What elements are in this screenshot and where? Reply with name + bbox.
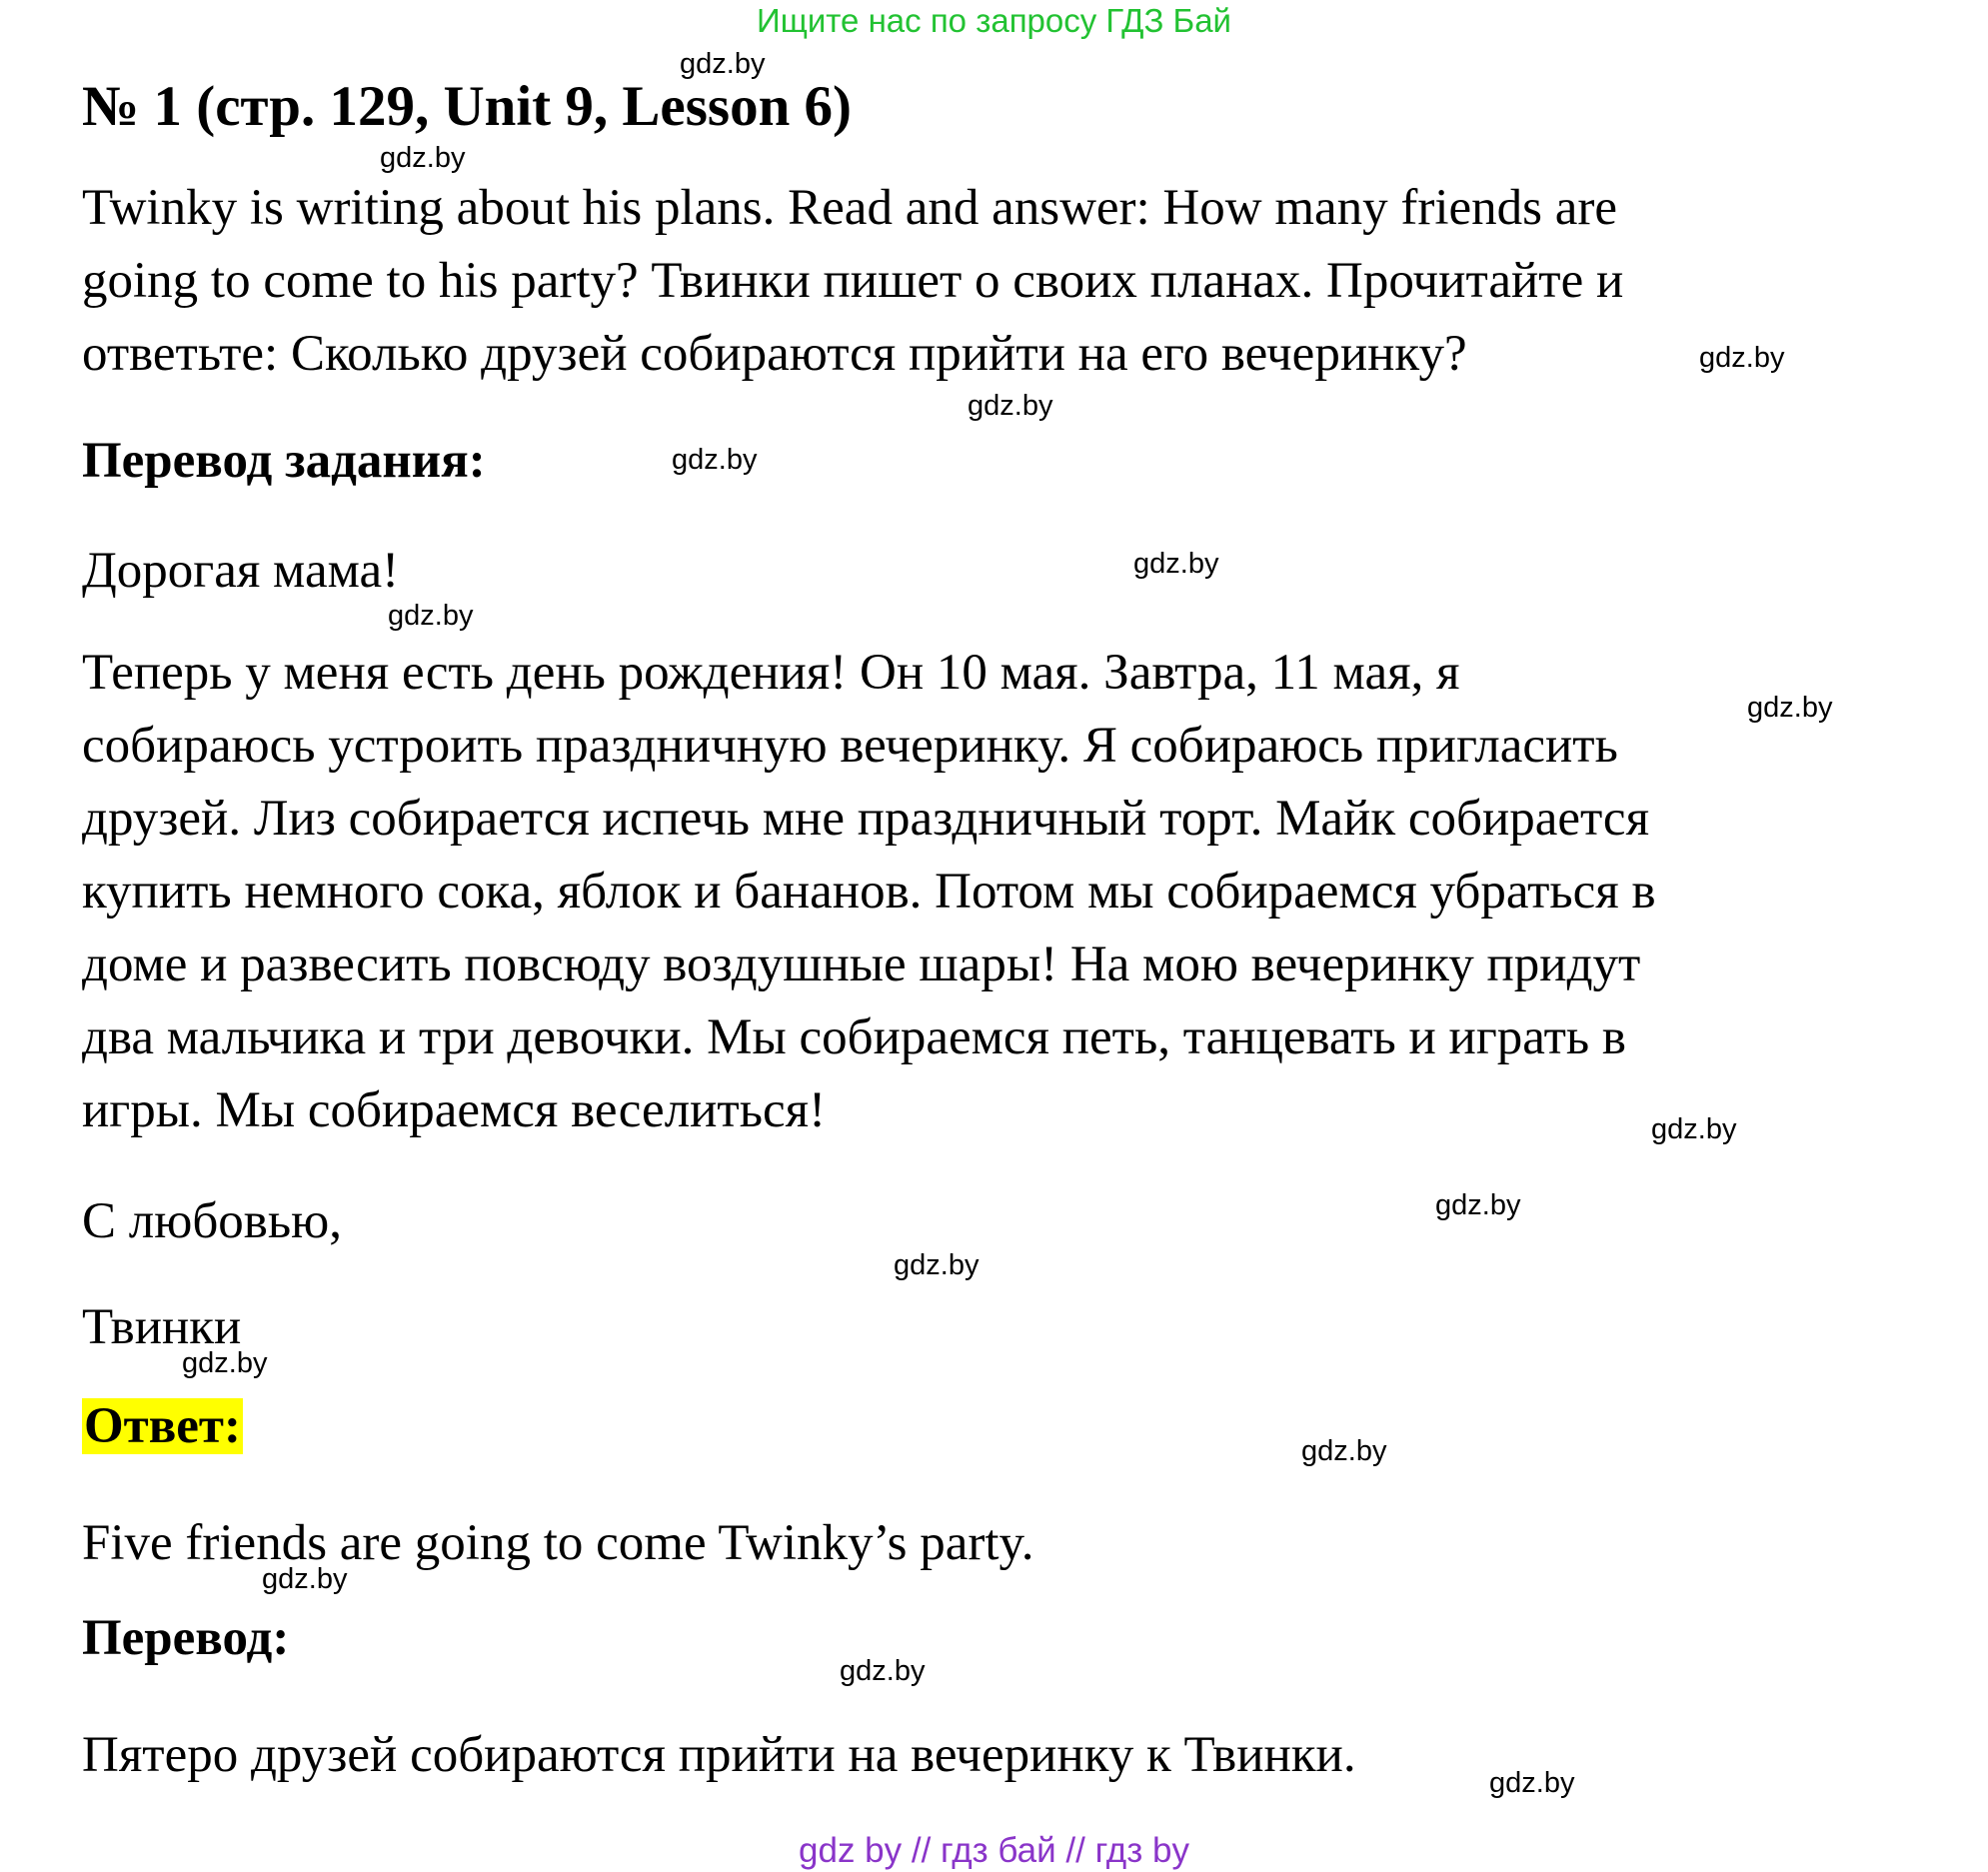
watermark: gdz.by <box>1699 342 1785 374</box>
letter-body <box>82 637 1656 1147</box>
answer-highlight: Ответ: <box>84 1398 241 1454</box>
answer-translation-heading: Перевод: <box>82 1610 290 1666</box>
watermark: gdz.by <box>1435 1189 1521 1221</box>
letter-line: собираюсь устроить праздничную вечеринку. Я собираюсь пригласить <box>82 718 1618 774</box>
watermark: gdz.by <box>968 390 1053 422</box>
watermark: gdz.by <box>262 1563 348 1595</box>
translation-heading: Перевод задания: <box>82 433 486 489</box>
task-line: going to come to his party? Твинки пишет о своих планах. Прочитайте и <box>82 253 1624 309</box>
watermark: gdz.by <box>388 600 474 632</box>
letter-line: два мальчика и три девочки. Мы собираемся петь, танцевать и играть в <box>82 1009 1626 1065</box>
answer-translation: Пятеро друзей собираются прийти на вечеринку к Твинки. <box>82 1727 1356 1783</box>
letter-line: купить немного сока, яблок и бананов. Потом мы собираемся убраться в <box>82 864 1656 920</box>
answer-heading <box>82 1397 243 1455</box>
footer-links: gdz by // гдз бай // гдз by <box>799 1831 1189 1870</box>
watermark: gdz.by <box>894 1249 980 1281</box>
letter-line: друзей. Лиз собирается испечь мне праздничный торт. Майк собирается <box>82 791 1650 847</box>
task-text <box>82 172 1623 391</box>
watermark: gdz.by <box>1651 1113 1737 1145</box>
page-title: № 1 (стр. 129, Unit 9, Lesson 6) <box>82 75 853 138</box>
task-line: ответьте: Сколько друзей собираются прийти на его вечеринку? <box>82 326 1467 382</box>
watermark: gdz.by <box>680 48 766 80</box>
letter-greeting: Дорогая мама! <box>82 543 400 599</box>
answer-text: Five friends are going to come Twinky’s party. <box>82 1515 1034 1571</box>
watermark: gdz.by <box>1747 692 1833 724</box>
top-banner: Ищите нас по запросу ГДЗ Бай <box>757 2 1231 39</box>
watermark: gdz.by <box>1489 1767 1575 1799</box>
watermark: gdz.by <box>1301 1435 1387 1467</box>
letter-line: Теперь у меня есть день рождения! Он 10 мая. Завтра, 11 мая, я <box>82 645 1460 701</box>
letter-signature: Твинки <box>82 1299 242 1355</box>
letter-line: доме и развесить повсюду воздушные шары! На мою вечеринку придут <box>82 936 1641 992</box>
task-line: Twinky is writing about his plans. Read and answer: How many friends are <box>82 180 1618 236</box>
letter-closing: С любовью, <box>82 1193 342 1249</box>
watermark: gdz.by <box>840 1655 926 1687</box>
watermark: gdz.by <box>380 142 466 174</box>
watermark: gdz.by <box>1133 548 1219 580</box>
watermark: gdz.by <box>672 444 758 476</box>
letter-line: игры. Мы собираемся веселиться! <box>82 1082 827 1138</box>
watermark: gdz.by <box>182 1347 268 1379</box>
